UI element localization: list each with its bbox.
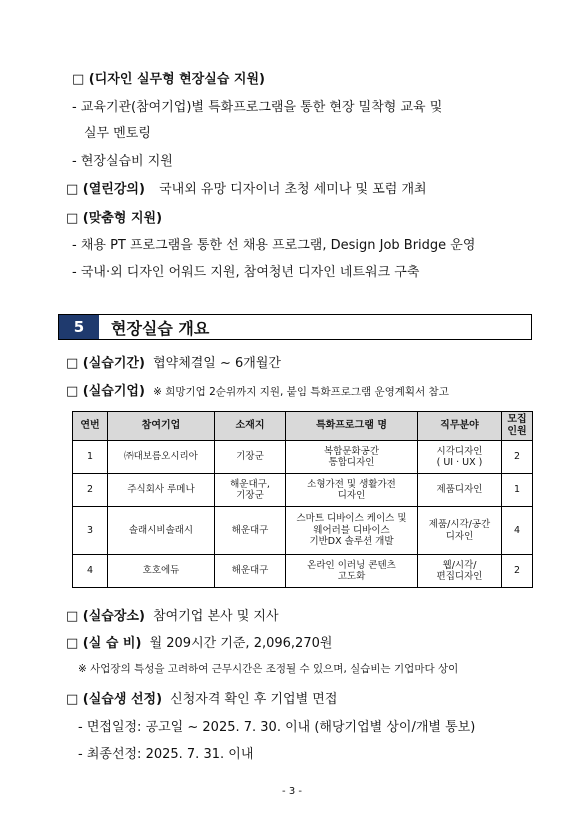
cell-program: 온라인 이러닝 콘텐츠 고도화 xyxy=(286,555,418,588)
selection-label: □ (실습생 선정) xyxy=(66,692,163,707)
cell-field: 제품/시각/공간 디자인 xyxy=(418,507,502,555)
final-selection: - 최종선정: 2025. 7. 31. 이내 xyxy=(78,747,254,762)
header-no-text: 연번 xyxy=(80,420,100,431)
interview-schedule: - 면접일정: 공고일 ~ 2025. 7. 30. 이내 (해당기업별 상이/개별 통보) xyxy=(78,720,476,735)
open-lecture-text: 국내외 유망 디자이너 초청 세미나 및 포럼 개최 xyxy=(159,182,427,197)
place-line xyxy=(66,605,279,624)
cell-location: 기장군 xyxy=(215,441,286,474)
cost-line xyxy=(66,632,332,651)
table-row xyxy=(73,507,533,555)
table-row xyxy=(73,441,533,474)
cell-program: 복합문화공간 통합디자인 xyxy=(286,441,418,474)
cell-field: 제품디자인 xyxy=(418,474,502,507)
period-text: 협약체결일 ~ 6개월간 xyxy=(153,356,281,371)
table-row xyxy=(73,555,533,588)
selection-text: 신청자격 확인 후 기업별 면접 xyxy=(170,692,338,707)
section-number: 5 xyxy=(59,315,99,339)
cell-no: 1 xyxy=(73,441,108,474)
cell-program: 스마트 디바이스 케이스 및 웨어러블 디바이스 기반DX 솔루션 개발 xyxy=(286,507,418,555)
period-line xyxy=(66,352,281,371)
cell-no: 4 xyxy=(73,555,108,588)
cell-no: 3 xyxy=(73,507,108,555)
header-location-text: 소재지 xyxy=(235,420,265,431)
design-bullet-2: - 현장실습비 지원 xyxy=(72,154,173,169)
page-number: - 3 - xyxy=(282,786,302,797)
cell-company: 주식회사 루메나 xyxy=(108,474,215,507)
cell-company: ㈜대보름오시리아 xyxy=(108,441,215,474)
cost-label: □ (실 습 비) xyxy=(66,636,142,651)
header-program-text: 특화프로그램 명 xyxy=(315,420,388,431)
cell-field: 웹/시각/ 편집디자인 xyxy=(418,555,502,588)
cell-program: 소형가전 및 생활가전 디자인 xyxy=(286,474,418,507)
cell-count: 4 xyxy=(502,507,533,555)
custom-support-header: □ (맞춤형 지원) xyxy=(66,211,163,226)
header-field-text: 직무분야 xyxy=(440,420,479,431)
cell-company: 솔래시비솔래시 xyxy=(108,507,215,555)
table-row xyxy=(73,474,533,507)
cell-count: 1 xyxy=(502,474,533,507)
design-bullet-1-line-1: - 교육기관(참여기업)별 특화프로그램을 통한 현장 밀착형 교육 및 xyxy=(72,100,443,115)
cell-company: 호호에듀 xyxy=(108,555,215,588)
cell-field: 시각디자인 ( UI · UX ) xyxy=(418,441,502,474)
period-label: □ (실습기간) xyxy=(66,356,145,371)
custom-bullet-2: - 국내·외 디자인 어워드 지원, 참여청년 디자인 네트워크 구축 xyxy=(72,265,420,280)
design-bullet-1-line-2: 실무 멘토링 xyxy=(84,126,151,141)
table-header-row xyxy=(73,412,533,441)
cell-no: 2 xyxy=(73,474,108,507)
header-field xyxy=(418,412,502,441)
companies-line xyxy=(66,380,449,399)
cell-location: 해운대구 xyxy=(215,555,286,588)
cell-location: 해운대구, 기장군 xyxy=(215,474,286,507)
place-text: 참여기업 본사 및 지사 xyxy=(153,609,279,624)
cost-text: 월 209시간 기준, 2,096,270원 xyxy=(149,636,333,651)
header-company xyxy=(108,412,215,441)
cell-count: 2 xyxy=(502,441,533,474)
header-program xyxy=(286,412,418,441)
header-count-text: 모집 인원 xyxy=(507,414,527,437)
header-company-text: 참여기업 xyxy=(141,420,181,431)
header-count xyxy=(502,412,533,441)
open-lecture-label: □ (열린강의) xyxy=(66,182,145,197)
cost-note: ※ 사업장의 특성을 고려하여 근무시간은 조정될 수 있으며, 실습비는 기업마다 상이 xyxy=(78,663,459,675)
custom-bullet-1: - 채용 PT 프로그램을 통한 선 채용 프로그램, Design Job Bridge 운영 xyxy=(72,238,476,253)
cell-location: 해운대구 xyxy=(215,507,286,555)
section-title: 현장실습 개요 xyxy=(111,318,210,338)
place-label: □ (실습장소) xyxy=(66,609,145,624)
open-lecture-line xyxy=(66,178,427,197)
design-support-header: □ (디자인 실무형 현장실습 지원) xyxy=(72,72,265,87)
cell-count: 2 xyxy=(502,555,533,588)
header-location xyxy=(215,412,286,441)
companies-note: ※ 희망기업 2순위까지 지원, 붙임 특화프로그램 운영계획서 참고 xyxy=(153,386,449,398)
header-no xyxy=(73,412,108,441)
section-header xyxy=(58,314,532,340)
company-table xyxy=(72,411,533,588)
selection-line xyxy=(66,688,337,707)
companies-label: □ (실습기업) xyxy=(66,384,145,399)
